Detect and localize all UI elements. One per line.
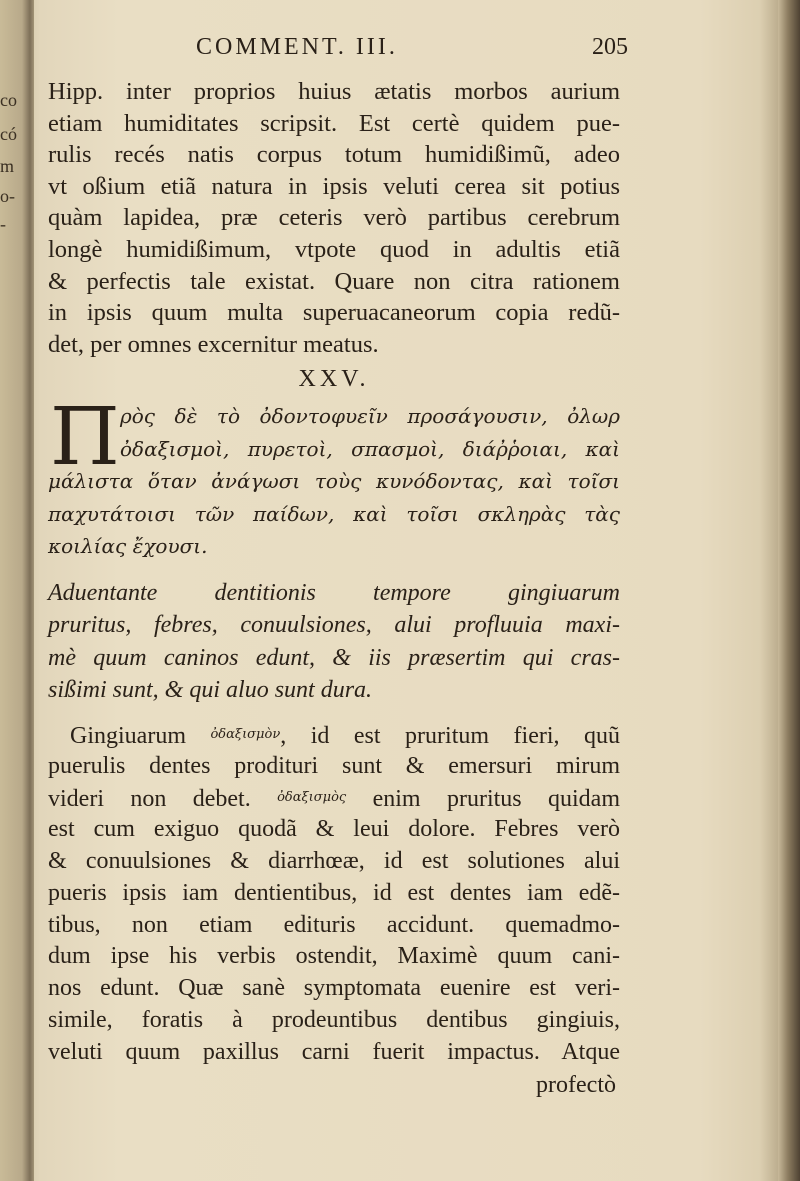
text-line: tibus, non etiam edituris accidunt. quemadmo- — [48, 911, 620, 938]
edge-fragment: m — [0, 156, 15, 176]
text-line — [48, 782, 620, 814]
facing-page-edge — [0, 0, 34, 1181]
page-right-edge — [778, 0, 800, 1181]
text-line: nos edunt. Quæ sanè symptomata euenire est veri- — [48, 975, 620, 1002]
greek-line: μάλιστα ὅταν ἀνάγωσι τοὺς κυνόδοντας, καὶ τοῖσι — [48, 469, 620, 494]
greek-line: κοιλίας ἔχουσι. — [48, 534, 208, 559]
drop-cap: Π — [50, 390, 120, 484]
catchword: profectò — [536, 1071, 616, 1098]
text-line: in ipsis quum multa superuacaneorum copia redũ- — [48, 299, 620, 327]
text-line: pueris ipsis iam dentientibus, id est dentes iam edẽ- — [48, 879, 620, 906]
running-head-title: COMMENT. III. — [196, 34, 398, 60]
edge-fragment: o- — [0, 186, 15, 206]
text-line: etiam humiditates scripsit. Est certè quidem pue- — [48, 109, 620, 137]
page-number: 205 — [592, 34, 628, 60]
greek-line: ὀδαξισμοὶ, πυρετοὶ, σπασμοὶ, διάῤῥοιαι, καὶ — [120, 436, 620, 461]
text-line: simile, foratis à prodeuntibus dentibus gingiuis, — [48, 1007, 620, 1034]
text-line: dum ipse his verbis ostendit, Maximè quum cani- — [48, 943, 620, 970]
greek-line: παχυτάτοισι τῶν παίδων, καὶ τοῖσι σκληρὰς τὰς — [48, 501, 620, 526]
greek-term: ὀδαξισμὸν — [210, 726, 281, 742]
edge-fragment: co — [0, 90, 17, 110]
italic-line: pruritus, febres, conuulsiones, alui profluuia maxi- — [48, 612, 620, 639]
paragraph-1 — [48, 76, 620, 360]
italic-line: mè quum caninos edunt, & iis præsertim qui cras- — [48, 644, 620, 671]
text-line: vt oßium etiã natura in ipsis veluti cerea sit potius — [48, 172, 620, 200]
text-line: rulis recés natis corpus totum humidißimũ, adeo — [48, 141, 620, 169]
section-number: XXV. — [298, 366, 370, 393]
greek-term: ὀδαξισμὸς — [277, 790, 347, 806]
text-line: Hipp. inter proprios huius ætatis morbos aurium — [48, 78, 620, 105]
text-span: Gingiuarum — [70, 722, 211, 749]
edge-fragment: có — [0, 124, 17, 144]
greek-aphorism — [48, 390, 620, 563]
text-line: est cum exiguo quodã & leui dolore. Febres verò — [48, 816, 620, 843]
text-line: veluti quum paxillus carni fuerit impactus. Atque — [48, 1038, 620, 1065]
text-span: , id est pruritum fieri, quũ — [280, 722, 620, 749]
latin-aphorism — [48, 577, 620, 707]
edge-fragment: - — [0, 214, 6, 234]
running-head — [48, 34, 628, 76]
greek-line: ρὸς δὲ τὸ ὀδοντοφυεῖν προσάγουσιν, ὀλωρ — [120, 404, 620, 429]
text-line: det, per omnes excernitur meatus. — [48, 330, 379, 358]
text-span: enim pruritus quidam — [346, 786, 620, 813]
text-line: & conuulsiones & diarrhœæ, id est solutiones alui — [48, 848, 620, 875]
text-block — [48, 34, 628, 1101]
commentary — [48, 719, 620, 1069]
text-line — [48, 719, 620, 751]
text-line: longè humidißimum, vtpote quod in adultis etiã — [48, 235, 620, 263]
text-line: & perfectis tale existat. Quare non citra rationem — [48, 267, 620, 295]
text-line: puerulis dentes prodituri sunt & emersuri mirum — [48, 752, 620, 779]
italic-line: Aduentante dentitionis tempore gingiuarum — [48, 579, 620, 606]
text-line: quàm lapidea, præ ceteris verò partibus cerebrum — [48, 204, 620, 232]
text-span: videri non debet. — [48, 786, 278, 813]
italic-line: sißimi sunt, & qui aluo sunt dura. — [48, 677, 373, 704]
